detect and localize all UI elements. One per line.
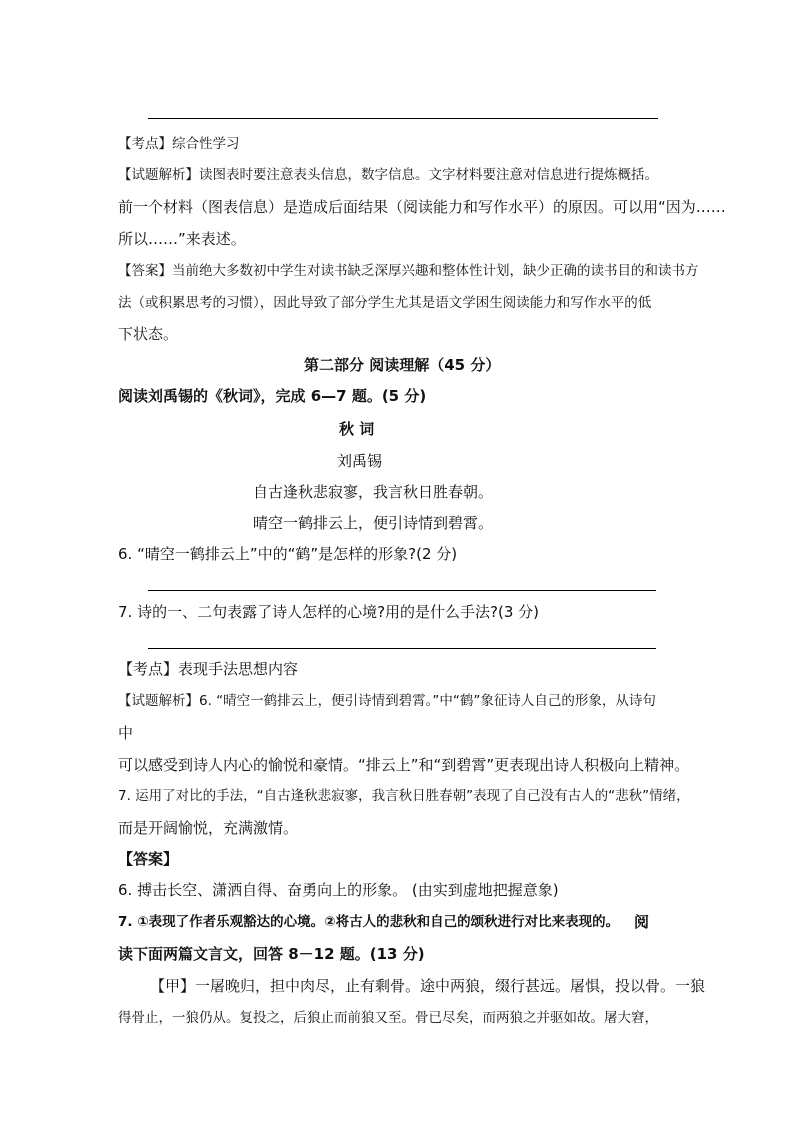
jiexi2-line2: 中	[118, 724, 134, 742]
para1-line1: 前一个材料（图表信息）是造成后面结果（阅读能力和写作水平）的原因。可以用“因为……	[118, 198, 726, 216]
question-7: 7. 诗的一、二句表露了诗人怎样的心境?用的是什么手法?(3 分)	[118, 603, 540, 621]
reading2-intro: 读下面两篇文言文，回答 8－12 题。(13 分)	[118, 945, 425, 963]
kaodian-1: 【考点】综合性学习	[118, 136, 240, 152]
jiexi2-line3: 可以感受到诗人内心的愉悦和豪情。“排云上”和“到碧霄”更表现出诗人积极向上精神。	[118, 756, 690, 774]
jiexi-1: 【试题解析】读图表时要注意表头信息，数字信息。文字材料要注意对信息进行提炼概括。	[118, 167, 658, 183]
answer2-label: 【答案】	[118, 850, 179, 868]
para1-line2: 所以……”来表述。	[118, 230, 246, 248]
answer-6: 6. 搏击长空、潇洒自得、奋勇向上的形象。 (由实到虚地把握意象)	[118, 881, 559, 899]
poem-line2: 晴空一鹤排云上，便引诗情到碧霄。	[253, 514, 494, 532]
reading-intro: 阅读刘禹锡的《秋词》，完成 6—7 题。(5 分)	[118, 387, 427, 405]
passage-line1: 【甲】一屠晚归，担中肉尽，止有剩骨。途中两狼，缀行甚远。屠惧，投以骨。一狼	[150, 977, 706, 995]
jiexi2-line5: 而是开阔愉悦，充满激情。	[118, 819, 299, 837]
jiexi2-line1: 【试题解析】6. “晴空一鹤排云上，便引诗情到碧霄。”中“鹤”象征诗人自己的形象，从诗句	[118, 693, 656, 709]
answer-7: 7. ①表现了作者乐观豁达的心境。②将古人的悲秋和自己的颂秋进行对比来表现的。	[118, 914, 620, 930]
kaodian-2: 【考点】表现手法思想内容	[118, 660, 299, 678]
question-6: 6. “晴空一鹤排云上”中的“鹤”是怎样的形象?(2 分)	[118, 545, 458, 563]
jiexi2-line4: 7. 运用了对比的手法，“自古逢秋悲寂寥，我言秋日胜春朝”表现了自己没有古人的“悲秋”情绪，	[118, 788, 690, 804]
poem-author: 刘禹锡	[337, 452, 383, 470]
answer-7-tail: 阅	[634, 913, 650, 931]
answer-line-q7	[148, 648, 656, 649]
poem-line1: 自古逢秋悲寂寥，我言秋日胜春朝。	[253, 483, 494, 501]
answer-line-q6	[148, 590, 656, 591]
passage-line2: 得骨止，一狼仍从。复投之，后狼止而前狼又至。骨已尽矣，而两狼之并驱如故。屠大窘，	[118, 1010, 658, 1026]
answer1-line2: 法（或积累思考的习惯），因此导致了部分学生尤其是语文学困生阅读能力和写作水平的低	[118, 295, 652, 311]
poem-title: 秋 词	[339, 420, 375, 438]
answer-line-top	[148, 118, 658, 119]
answer1-line3: 下状态。	[118, 325, 179, 343]
answer1-line1: 【答案】当前绝大多数初中学生对读书缺乏深厚兴趣和整体性计划，缺少正确的读书目的和读书方	[118, 263, 699, 279]
part2-title: 第二部分 阅读理解（45 分）	[304, 356, 501, 374]
